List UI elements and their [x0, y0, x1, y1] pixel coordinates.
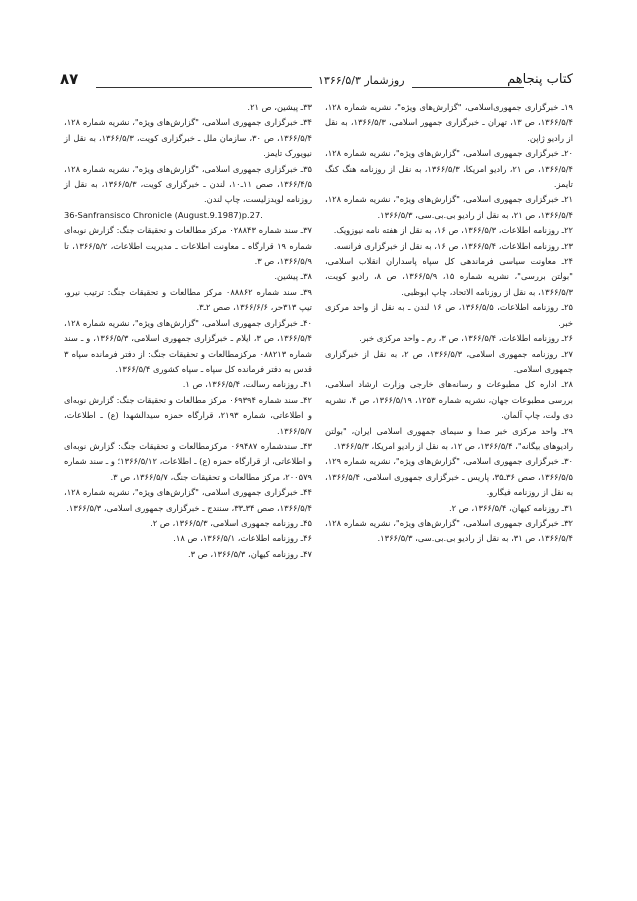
footnote-22: ۲۲ـ روزنامه اطلاعات، ۱۳۶۶/۵/۳، ص ۱۶، به نقل از هفته نامه نیوزویک.: [333, 225, 573, 236]
footnote-19: ۱۹ـ خبرگزاری جمهوری‌اسلامی، "گزارش‌های ویژه"، نشریه شماره ۱۲۸، ۱۳۶۶/۵/۴، ص ۱۳، تهران ـ خبرگزاری جمهور اسلامی، ۱۳۶۶/۵/۳، به نقل از رادیو ژاپن.: [325, 102, 574, 143]
header-rule-right: [412, 87, 524, 88]
footnote-41: ۴۱ـ روزنامه رسالت، ۱۳۶۶/۵/۴، ص ۱.: [182, 379, 312, 390]
page-header: [60, 70, 573, 96]
footnote-23: ۲۳ـ روزنامه اطلاعات، ۱۳۶۶/۵/۴، ص ۱۶، به نقل از خبرگزاری فرانسه.: [333, 240, 573, 251]
footnote-43: ۴۳ـ سندشماره ۰۶۹۴۸۷ مرکزمطالعات و تحقیقات جنگ: گزارش نوبه‌ای و اطلاعاتی، از قرارگاه حمزه (ع) ـ اطلاعات، ۱۳۶۶/۵/۱۲؛ و ـ سند شماره ۲۰۰۵۷۹، مرکز مطالعات و تحقیقات جنگ، ۱۳۶۶/۵/۷، ص ۳.: [64, 440, 312, 482]
footnote-32: ۳۲ـ خبرگزاری جمهوری اسلامی، "گزارش‌های ویژه"، نشریه شماره ۱۲۸، ۱۳۶۶/۵/۴، ص ۳۱، به نقل از رادیو بی.بی.سی، ۱۳۶۶/۵/۳.: [325, 517, 573, 544]
footnote-46: ۴۶ـ روزنامه اطلاعات، ۱۳۶۶/۵/۱، ص ۱۸.: [173, 533, 312, 544]
footnote-36: 36-Sanfransisco Chronicle (August.9.1987)p.27.: [64, 209, 263, 220]
page-number: ۸۷: [60, 70, 79, 88]
footnote-20: ۲۰ـ خبرگزاری جمهوری اسلامی، "گزارش‌های ویژه"، نشریه شماره ۱۲۸، ۱۳۶۶/۵/۴، ص ۲۱، رادیو امریکا، ۱۳۶۶/۵/۳، به نقل از روزنامه هنگ کنگ تایمز.: [325, 148, 574, 190]
footnote-45: ۴۵ـ روزنامه جمهوری اسلامی، ۱۳۶۶/۵/۳، ص ۲.: [150, 517, 312, 528]
footnote-47: ۴۷ـ روزنامه کیهان، ۱۳۶۶/۵/۳، ص ۳.: [187, 548, 312, 559]
footnote-29: ۲۹ـ واحد مرکزی خبر صدا و سیمای جمهوری اسلامی ایران، "بولتن رادیوهای بیگانه"، ۱۳۶۶/۵/۴، ص ۱۲، به نقل از رادیو امریکا، ۱۳۶۶/۵/۳.: [325, 425, 573, 451]
footnote-40: ۴۰ـ خبرگزاری جمهوری اسلامی، "گزارش‌های ویژه"، نشریه شماره ۱۲۸، ۱۳۶۶/۵/۴، ص ۳، ایلام ـ خبرگزاری جمهوری اسلامی، ۱۳۶۶/۵/۳، و ـ سند شماره ۰۸۸۲۱۳ مرکزمطالعات و تحقیقات جنگ: از دفتر فرمانده سپاه ۳ قدس به دفتر فرمانده کل سپاه ـ سپاه کشوری ۱۳۶۶/۵/۴.: [64, 317, 313, 374]
footnote-38: ۳۸ـ پیشین.: [274, 271, 312, 282]
footnote-27: ۲۷ـ روزنامه جمهوری اسلامی، ۱۳۶۶/۵/۳، ص ۲، به نقل از خبرگزاری جمهوری اسلامی.: [325, 348, 574, 374]
footnote-21: ۲۱ـ خبرگزاری جمهوری اسلامی، "گزارش‌های ویژه"، نشریه شماره ۱۲۸، ۱۳۶۶/۵/۴، ص ۲۱، به نقل از رادیو بی.بی.سی، ۱۳۶۶/۵/۳.: [325, 194, 573, 220]
footnote-33: ۳۳ـ پیشین، ص ۲۱.: [247, 102, 312, 112]
footnote-39: ۳۹ـ سند شماره ۰۸۸۸۶۲ مرکز مطالعات و تحقیقات جنگ: ترتیب نیرو، تیپ ۳۱۳حر، ۱۳۶۶/۶/۶، صص ۲ـ۳.: [64, 286, 312, 313]
footnote-30: ۳۰ـ خبرگزاری جمهوری اسلامی، "گزارش‌های ویژه"، نشریه شماره ۱۲۹، ۱۳۶۶/۵/۵، صص ۳۶ـ۳۵، پاریس ـ خبرگزاری جمهوری اسلامی، ۱۳۶۶/۵/۴، به نقل از روزنامه فیگارو.: [325, 456, 573, 498]
footnote-24: ۲۴ـ معاونت سیاسی فرماندهی کل سپاه پاسداران انقلاب اسلامی، "بولتن بررسی"، نشریه شماره ۱۵، ۱۳۶۶/۵/۹، ص ۸، رادیو کویت، ۱۳۶۶/۵/۳، به نقل از روزنامه الاتحاد، چاپ ابوظبی.: [325, 256, 573, 297]
footnote-34: ۳۴ـ خبرگزاری جمهوری اسلامی، "گزارش‌های ویژه"، نشریه شماره ۱۲۸، ۱۳۶۶/۵/۴، ص ۳۰، سازمان ملل ـ خبرگزاری کویت، ۱۳۶۶/۵/۳، به نقل از نیویورک تایمز.: [64, 117, 313, 159]
footnote-26: ۲۶ـ روزنامه اطلاعات، ۱۳۶۶/۵/۴، ص ۳، رم ـ واحد مرکزی خبر.: [359, 333, 573, 344]
footnote-44: ۴۴ـ خبرگزاری جمهوری اسلامی، "گزارش‌های ویژه"، نشریه شماره ۱۲۸، ۱۳۶۶/۵/۴، صص ۳۴ـ۳۳، سنندج ـ خبرگزاری جمهوری اسلامی، ۱۳۶۶/۵/۳.: [64, 487, 312, 513]
footnote-25: ۲۵ـ روزنامه اطلاعات، ۱۳۶۶/۵/۵، ص ۱۶ لندن ـ به نقل از واحد مرکزی خبر.: [325, 302, 574, 328]
footnote-28: ۲۸ـ اداره کل مطبوعات و رسانه‌های خارجی وزارت ارشاد اسلامی، بررسی مطبوعات جهان، نشریه شماره ۱۲۵۳، ۱۳۶۶/۵/۱۹، ص ۴، نشریه دی ولت، چاپ آلمان.: [325, 379, 573, 421]
notes-column-right: [325, 100, 573, 547]
notes-column-left: [64, 100, 312, 562]
date-label: روزشمار ۱۳۶۶/۵/۳: [318, 74, 405, 87]
footnote-42: ۴۲ـ سند شماره ۰۶۹۳۹۴ مرکز مطالعات و تحقیقات جنگ: گزارش نوبه‌ای و اطلاعاتی، شماره ۲۱۹۳، قرارگاه حمزه سیدالشهدا (ع) ـ اطلاعات، ۱۳۶۶/۵/۷.: [64, 394, 312, 436]
footnote-35: ۳۵ـ خبرگزاری جمهوری اسلامی، "گزارش‌های ویژه"، نشریه شماره ۱۲۸، ۱۳۶۶/۴/۵، صص ۱۱ـ۱۰، لندن ـ خبرگزاری کویت، ۱۳۶۶/۵/۳، به نقل از روزنامه لویدزلیست، چاپ لندن.: [64, 163, 312, 205]
book-title: کتاب پنجاهم: [507, 72, 573, 87]
footnote-37: ۳۷ـ سند شماره ۰۲۸۸۴۳ مرکز مطالعات و تحقیقات جنگ: گزارش نوبه‌ای شماره ۱۹ قرارگاه ـ معاونت اطلاعات ـ مدیریت اطلاعات، ۱۳۶۶/۵/۲، تا ۱۳۶۶/۵/۹، ص ۳.: [64, 225, 312, 267]
header-rule-left: [96, 87, 312, 88]
footnote-31: ۳۱ـ روزنامه کیهان، ۱۳۶۶/۵/۴، ص ۲.: [448, 502, 573, 513]
